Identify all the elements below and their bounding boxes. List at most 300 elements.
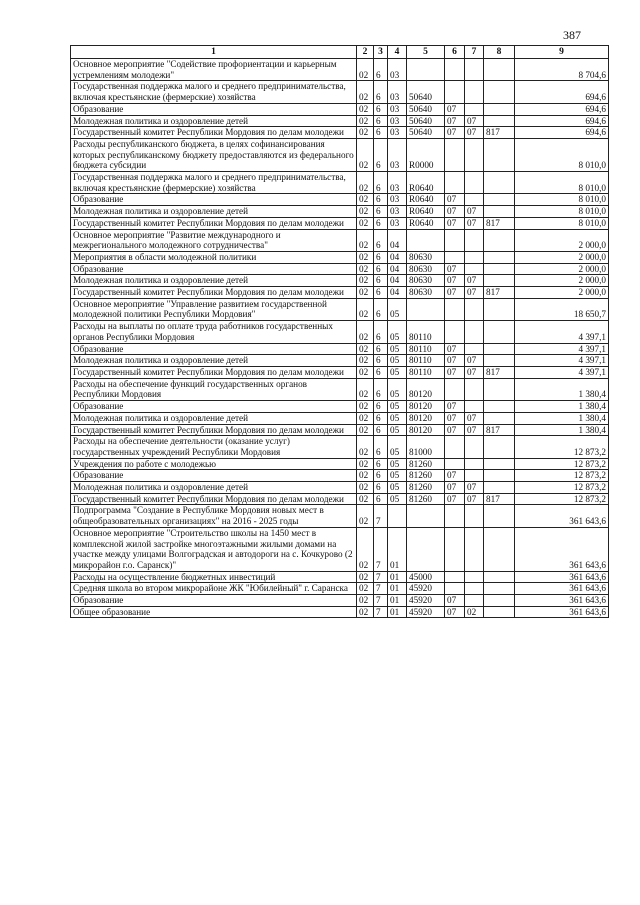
- code-subsection: [465, 571, 484, 583]
- code-ministry: [484, 263, 515, 275]
- code-direction: [407, 527, 445, 571]
- code-direction: 80120: [407, 378, 445, 400]
- code-ministry: [484, 583, 515, 595]
- code-ministry: [484, 482, 515, 494]
- row-name: Общее образование: [71, 606, 357, 618]
- code-subprogram: 6: [374, 251, 388, 263]
- code-subprogram: 6: [374, 138, 388, 171]
- row-name: Государственный комитет Республики Мордовия по делам молодежи: [71, 287, 357, 299]
- code-program: 02: [357, 606, 374, 618]
- code-section: 07: [445, 412, 465, 424]
- code-section: 07: [445, 401, 465, 413]
- code-program: 02: [357, 482, 374, 494]
- code-measure: 01: [388, 583, 407, 595]
- code-program: 02: [357, 401, 374, 413]
- code-program: 02: [357, 127, 374, 139]
- code-subprogram: 6: [374, 275, 388, 287]
- row-name: Расходы на обеспечение функций государственных органов Республики Мордовия: [71, 378, 357, 400]
- code-measure: 05: [388, 378, 407, 400]
- code-subprogram: 6: [374, 287, 388, 299]
- code-section: 07: [445, 355, 465, 367]
- row-name: Молодежная политика и оздоровление детей: [71, 206, 357, 218]
- row-amount: 361 643,6: [515, 505, 609, 527]
- code-measure: 03: [388, 206, 407, 218]
- row-amount: 1 380,4: [515, 378, 609, 400]
- code-subsection: 07: [465, 206, 484, 218]
- row-name: Государственный комитет Республики Мордовия по делам молодежи: [71, 217, 357, 229]
- row-name: Основное мероприятие "Строительство школы на 1450 мест в комплексной жилой застройке многоэтажными жилыми домами на участке между улицами Волгоградская и автодороги на с. Кочкурово (2 микрорайон г.о. Саранск)": [71, 527, 357, 571]
- code-section: [445, 251, 465, 263]
- code-ministry: [484, 59, 515, 81]
- code-subprogram: 6: [374, 401, 388, 413]
- code-direction: 80120: [407, 412, 445, 424]
- table-row: [71, 595, 609, 607]
- table-row: [71, 343, 609, 355]
- code-ministry: [484, 81, 515, 103]
- code-measure: 03: [388, 115, 407, 127]
- row-name: Образование: [71, 194, 357, 206]
- code-direction: 45920: [407, 595, 445, 607]
- table-row: [71, 321, 609, 343]
- code-section: [445, 321, 465, 343]
- code-measure: 04: [388, 229, 407, 251]
- row-amount: 361 643,6: [515, 606, 609, 618]
- row-name: Образование: [71, 103, 357, 115]
- code-ministry: 817: [484, 493, 515, 505]
- row-amount: 1 380,4: [515, 424, 609, 436]
- code-subsection: [465, 103, 484, 115]
- code-subprogram: 6: [374, 59, 388, 81]
- table-row: [71, 436, 609, 458]
- code-direction: [407, 298, 445, 320]
- code-program: 02: [357, 81, 374, 103]
- code-subprogram: 6: [374, 493, 388, 505]
- code-program: 02: [357, 59, 374, 81]
- row-name: Молодежная политика и оздоровление детей: [71, 275, 357, 287]
- row-amount: 18 650,7: [515, 298, 609, 320]
- code-subsection: [465, 527, 484, 571]
- row-amount: 2 000,0: [515, 229, 609, 251]
- code-subprogram: 6: [374, 355, 388, 367]
- code-section: 07: [445, 595, 465, 607]
- code-program: 02: [357, 321, 374, 343]
- row-name: Молодежная политика и оздоровление детей: [71, 482, 357, 494]
- table-row: [71, 127, 609, 139]
- code-ministry: [484, 172, 515, 194]
- code-subsection: [465, 470, 484, 482]
- row-amount: 694,6: [515, 81, 609, 103]
- row-amount: 12 873,2: [515, 436, 609, 458]
- code-subprogram: 6: [374, 458, 388, 470]
- header-row: [71, 46, 609, 59]
- code-subprogram: 6: [374, 424, 388, 436]
- code-direction: 80110: [407, 343, 445, 355]
- code-subsection: [465, 263, 484, 275]
- code-measure: 05: [388, 366, 407, 378]
- code-subsection: [465, 229, 484, 251]
- code-subprogram: 6: [374, 217, 388, 229]
- code-subsection: [465, 458, 484, 470]
- code-ministry: [484, 251, 515, 263]
- code-subsection: [465, 81, 484, 103]
- code-ministry: [484, 378, 515, 400]
- code-subprogram: 7: [374, 505, 388, 527]
- code-program: 02: [357, 595, 374, 607]
- code-subsection: 07: [465, 217, 484, 229]
- code-section: [445, 229, 465, 251]
- code-subsection: 02: [465, 606, 484, 618]
- row-amount: 2 000,0: [515, 251, 609, 263]
- row-name: Мероприятия в области молодежной политики: [71, 251, 357, 263]
- code-section: 07: [445, 482, 465, 494]
- code-subsection: 07: [465, 127, 484, 139]
- table-row: [71, 366, 609, 378]
- header-cell: 3: [374, 46, 388, 59]
- code-ministry: [484, 505, 515, 527]
- code-measure: 03: [388, 103, 407, 115]
- code-section: [445, 59, 465, 81]
- code-measure: 01: [388, 571, 407, 583]
- table-row: [71, 194, 609, 206]
- code-direction: 81000: [407, 436, 445, 458]
- code-ministry: [484, 527, 515, 571]
- code-subprogram: 6: [374, 172, 388, 194]
- code-subsection: 07: [465, 287, 484, 299]
- row-amount: 4 397,1: [515, 355, 609, 367]
- table-row: [71, 217, 609, 229]
- code-measure: 05: [388, 401, 407, 413]
- code-measure: 03: [388, 81, 407, 103]
- code-subsection: [465, 138, 484, 171]
- header-cell: 5: [407, 46, 445, 59]
- code-section: 07: [445, 424, 465, 436]
- code-subsection: [465, 583, 484, 595]
- row-amount: 361 643,6: [515, 527, 609, 571]
- code-program: 02: [357, 470, 374, 482]
- code-program: 02: [357, 527, 374, 571]
- code-subsection: [465, 436, 484, 458]
- code-ministry: [484, 103, 515, 115]
- code-measure: 05: [388, 424, 407, 436]
- table-row: [71, 571, 609, 583]
- code-program: 02: [357, 366, 374, 378]
- table-row: [71, 115, 609, 127]
- header-cell: 1: [71, 46, 357, 59]
- code-section: [445, 458, 465, 470]
- code-subsection: [465, 343, 484, 355]
- row-name: Образование: [71, 595, 357, 607]
- code-subsection: 07: [465, 412, 484, 424]
- code-program: 02: [357, 263, 374, 275]
- code-direction: 80630: [407, 287, 445, 299]
- row-amount: 12 873,2: [515, 493, 609, 505]
- table-row: [71, 458, 609, 470]
- code-program: 02: [357, 493, 374, 505]
- code-direction: 45000: [407, 571, 445, 583]
- code-ministry: [484, 595, 515, 607]
- code-section: [445, 81, 465, 103]
- code-program: 02: [357, 229, 374, 251]
- row-amount: 8 010,0: [515, 206, 609, 218]
- code-subsection: [465, 172, 484, 194]
- table-row: [71, 229, 609, 251]
- code-section: [445, 571, 465, 583]
- code-section: 07: [445, 127, 465, 139]
- row-name: Государственный комитет Республики Мордовия по делам молодежи: [71, 366, 357, 378]
- code-direction: 45920: [407, 606, 445, 618]
- row-name: Основное мероприятие "Управление развитием государственной молодежной политики Республики Мордовия": [71, 298, 357, 320]
- row-name: Государственный комитет Республики Мордовия по делам молодежи: [71, 493, 357, 505]
- code-section: 07: [445, 217, 465, 229]
- code-section: [445, 298, 465, 320]
- code-subprogram: 6: [374, 436, 388, 458]
- code-ministry: 817: [484, 127, 515, 139]
- code-program: 02: [357, 343, 374, 355]
- code-subsection: [465, 378, 484, 400]
- code-subsection: [465, 595, 484, 607]
- code-section: 07: [445, 470, 465, 482]
- code-subprogram: 7: [374, 527, 388, 571]
- code-direction: 81260: [407, 470, 445, 482]
- table-row: [71, 424, 609, 436]
- code-ministry: [484, 206, 515, 218]
- code-direction: 80110: [407, 355, 445, 367]
- row-amount: 4 397,1: [515, 366, 609, 378]
- code-measure: 03: [388, 194, 407, 206]
- code-measure: 05: [388, 436, 407, 458]
- code-program: 02: [357, 571, 374, 583]
- code-subprogram: 6: [374, 229, 388, 251]
- code-direction: [407, 59, 445, 81]
- row-amount: 12 873,2: [515, 458, 609, 470]
- code-subsection: [465, 401, 484, 413]
- row-name: Расходы на осуществление бюджетных инвестиций: [71, 571, 357, 583]
- header-cell: 2: [357, 46, 374, 59]
- row-amount: 361 643,6: [515, 571, 609, 583]
- code-measure: 05: [388, 412, 407, 424]
- row-amount: 8 010,0: [515, 138, 609, 171]
- code-measure: [388, 505, 407, 527]
- code-measure: 05: [388, 298, 407, 320]
- code-measure: 04: [388, 263, 407, 275]
- code-program: 02: [357, 251, 374, 263]
- code-measure: 05: [388, 482, 407, 494]
- code-ministry: [484, 355, 515, 367]
- row-name: Подпрограмма "Создание в Республике Мордовия новых мест в общеобразовательных организациях" на 2016 - 2025 годы: [71, 505, 357, 527]
- table-row: [71, 103, 609, 115]
- row-amount: 12 873,2: [515, 470, 609, 482]
- row-name: Государственная поддержка малого и среднего предпринимательства, включая крестьянские (фермерские) хозяйства: [71, 172, 357, 194]
- code-program: 02: [357, 424, 374, 436]
- code-measure: 03: [388, 217, 407, 229]
- code-section: 07: [445, 275, 465, 287]
- code-subsection: [465, 505, 484, 527]
- header-cell: 9: [515, 46, 609, 59]
- row-name: Образование: [71, 263, 357, 275]
- code-ministry: [484, 401, 515, 413]
- row-amount: 2 000,0: [515, 275, 609, 287]
- row-name: Государственный комитет Республики Мордовия по делам молодежи: [71, 424, 357, 436]
- code-subprogram: 6: [374, 115, 388, 127]
- budget-table: [70, 45, 609, 618]
- code-direction: 80120: [407, 401, 445, 413]
- code-ministry: [484, 571, 515, 583]
- code-direction: 45920: [407, 583, 445, 595]
- code-program: 02: [357, 103, 374, 115]
- code-subprogram: 6: [374, 366, 388, 378]
- code-program: 02: [357, 458, 374, 470]
- code-subsection: [465, 194, 484, 206]
- row-name: Основное мероприятие "Развитие международного и межрегионального молодежного сотрудничества": [71, 229, 357, 251]
- code-section: [445, 378, 465, 400]
- table-row: [71, 583, 609, 595]
- table-row: [71, 412, 609, 424]
- code-direction: R0640: [407, 172, 445, 194]
- code-direction: 80110: [407, 366, 445, 378]
- code-section: 07: [445, 287, 465, 299]
- row-amount: 4 397,1: [515, 343, 609, 355]
- code-ministry: 817: [484, 217, 515, 229]
- code-section: [445, 172, 465, 194]
- row-amount: 694,6: [515, 127, 609, 139]
- code-ministry: [484, 321, 515, 343]
- row-amount: 2 000,0: [515, 263, 609, 275]
- code-program: 02: [357, 194, 374, 206]
- code-subprogram: 6: [374, 206, 388, 218]
- row-name: Государственная поддержка малого и среднего предпринимательства, включая крестьянские (фермерские) хозяйства: [71, 81, 357, 103]
- code-direction: 81260: [407, 458, 445, 470]
- code-ministry: [484, 298, 515, 320]
- code-subprogram: 7: [374, 606, 388, 618]
- code-ministry: [484, 343, 515, 355]
- code-ministry: [484, 458, 515, 470]
- code-section: [445, 138, 465, 171]
- code-measure: 05: [388, 343, 407, 355]
- code-subsection: 07: [465, 493, 484, 505]
- code-program: 02: [357, 436, 374, 458]
- code-section: [445, 505, 465, 527]
- table-row: [71, 401, 609, 413]
- code-program: 02: [357, 217, 374, 229]
- code-ministry: [484, 275, 515, 287]
- code-section: [445, 583, 465, 595]
- code-subprogram: 7: [374, 571, 388, 583]
- code-direction: 81260: [407, 493, 445, 505]
- code-measure: 04: [388, 287, 407, 299]
- code-measure: 05: [388, 355, 407, 367]
- table-row: [71, 275, 609, 287]
- code-measure: 05: [388, 458, 407, 470]
- row-name: Образование: [71, 343, 357, 355]
- code-ministry: [484, 194, 515, 206]
- table-row: [71, 251, 609, 263]
- code-ministry: [484, 606, 515, 618]
- code-measure: 01: [388, 595, 407, 607]
- table-row: [71, 606, 609, 618]
- code-program: 02: [357, 287, 374, 299]
- row-name: Молодежная политика и оздоровление детей: [71, 115, 357, 127]
- code-direction: [407, 229, 445, 251]
- table-row: [71, 138, 609, 171]
- row-amount: 694,6: [515, 115, 609, 127]
- row-name: Государственный комитет Республики Мордовия по делам молодежи: [71, 127, 357, 139]
- table-row: [71, 59, 609, 81]
- code-program: 02: [357, 355, 374, 367]
- code-direction: [407, 505, 445, 527]
- code-subprogram: 6: [374, 194, 388, 206]
- code-section: 07: [445, 103, 465, 115]
- table-row: [71, 287, 609, 299]
- page-number: 387: [563, 28, 581, 42]
- code-subprogram: 6: [374, 321, 388, 343]
- code-subprogram: 6: [374, 378, 388, 400]
- code-measure: 03: [388, 172, 407, 194]
- table-row: [71, 378, 609, 400]
- code-measure: 03: [388, 127, 407, 139]
- code-measure: 03: [388, 59, 407, 81]
- row-amount: 12 873,2: [515, 482, 609, 494]
- code-measure: 03: [388, 138, 407, 171]
- code-section: [445, 436, 465, 458]
- code-section: 07: [445, 115, 465, 127]
- code-section: 07: [445, 206, 465, 218]
- code-section: [445, 527, 465, 571]
- code-subprogram: 6: [374, 412, 388, 424]
- row-amount: 8 010,0: [515, 217, 609, 229]
- code-subprogram: 6: [374, 263, 388, 275]
- code-direction: R0640: [407, 206, 445, 218]
- code-measure: 05: [388, 321, 407, 343]
- code-subsection: 07: [465, 275, 484, 287]
- code-subprogram: 6: [374, 81, 388, 103]
- code-program: 02: [357, 583, 374, 595]
- code-subprogram: 6: [374, 470, 388, 482]
- table-row: [71, 527, 609, 571]
- row-amount: 1 380,4: [515, 412, 609, 424]
- row-amount: 8 010,0: [515, 172, 609, 194]
- row-amount: 361 643,6: [515, 595, 609, 607]
- code-ministry: [484, 138, 515, 171]
- table-row: [71, 482, 609, 494]
- code-measure: 01: [388, 606, 407, 618]
- code-ministry: 817: [484, 287, 515, 299]
- code-direction: R0640: [407, 194, 445, 206]
- row-name: Основное мероприятие "Содействие профориентации и карьерным устремлениям молодежи": [71, 59, 357, 81]
- row-amount: 361 643,6: [515, 583, 609, 595]
- table-row: [71, 298, 609, 320]
- code-program: 02: [357, 138, 374, 171]
- code-direction: 80630: [407, 263, 445, 275]
- table-row: [71, 355, 609, 367]
- header-cell: 4: [388, 46, 407, 59]
- code-subprogram: 6: [374, 103, 388, 115]
- code-program: 02: [357, 172, 374, 194]
- table-row: [71, 81, 609, 103]
- code-direction: 81260: [407, 482, 445, 494]
- row-name: Учреждения по работе с молодежью: [71, 458, 357, 470]
- header-cell: 6: [445, 46, 465, 59]
- row-name: Молодежная политика и оздоровление детей: [71, 355, 357, 367]
- code-measure: 05: [388, 470, 407, 482]
- table-body: [71, 59, 609, 618]
- table-row: [71, 263, 609, 275]
- code-program: 02: [357, 206, 374, 218]
- code-subsection: [465, 251, 484, 263]
- code-direction: R0640: [407, 217, 445, 229]
- code-direction: 50640: [407, 127, 445, 139]
- code-measure: 01: [388, 527, 407, 571]
- code-section: 07: [445, 493, 465, 505]
